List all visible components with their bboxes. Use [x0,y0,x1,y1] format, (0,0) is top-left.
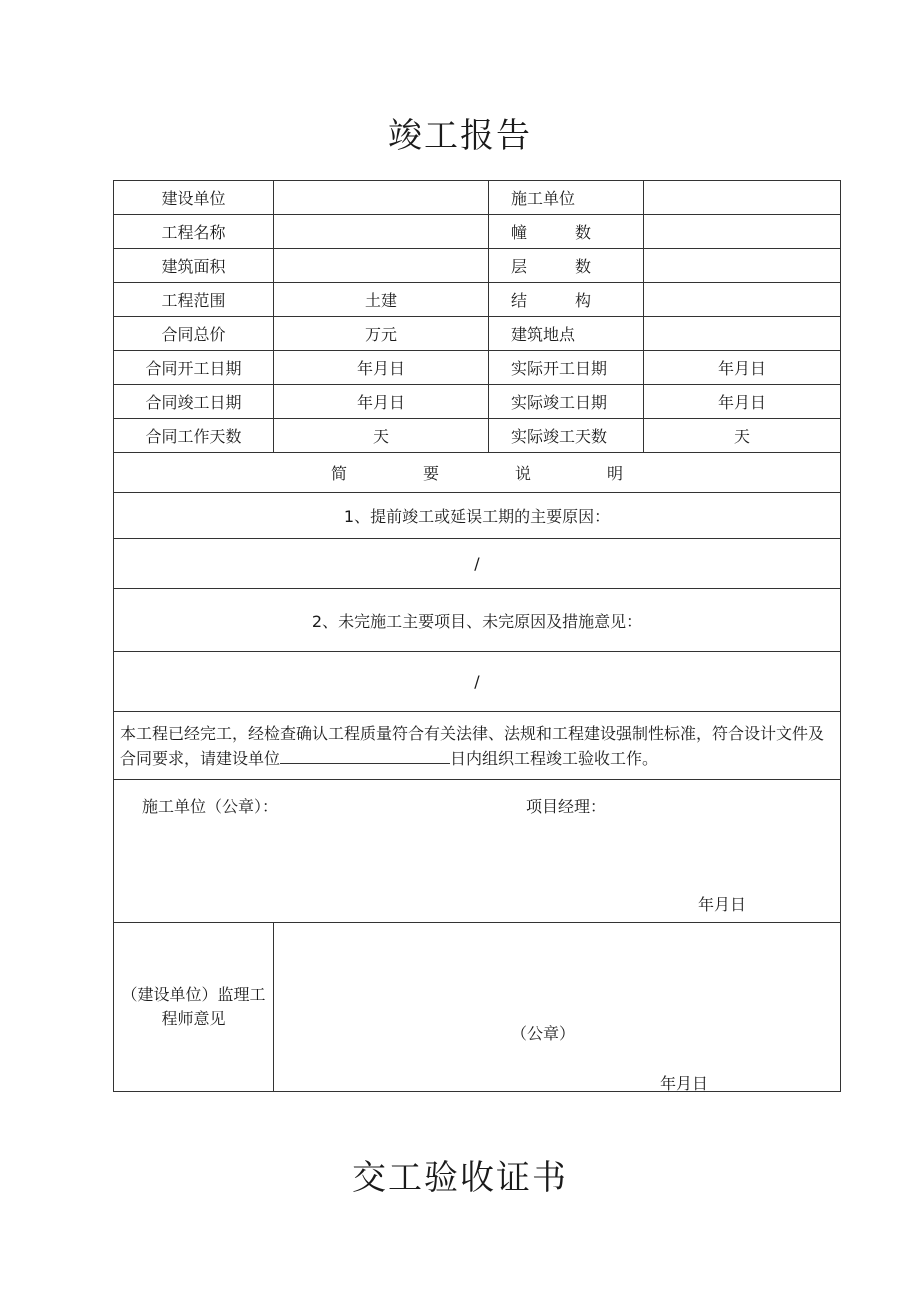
field-value[interactable] [644,215,841,249]
field-label: 合同竣工日期 [114,385,274,419]
info-row [114,181,841,215]
info-row [114,351,841,385]
completion-report-table [113,180,841,1092]
field-value[interactable]: 万元 [274,317,489,351]
field-label: 建筑面积 [114,249,274,283]
field-value[interactable]: 年月日 [274,351,489,385]
field-label: 工程范围 [114,283,274,317]
field-value[interactable]: 天 [274,419,489,453]
field-value[interactable]: 年月日 [644,385,841,419]
info-row [114,249,841,283]
field-value[interactable] [644,317,841,351]
field-label: 合同开工日期 [114,351,274,385]
field-label: 建设单位 [114,181,274,215]
supervisor-label: （建设单位）监理工程师意见 [114,923,274,1092]
field-label: 合同总价 [114,317,274,351]
field-label: 幢 数 [489,215,644,249]
field-value[interactable]: 年月日 [274,385,489,419]
certificate-title: 交工验收证书 [352,1158,568,1198]
field-label: 建筑地点 [489,317,644,351]
days-blank[interactable] [280,747,450,764]
report-title: 竣工报告 [388,116,532,156]
field-label: 实际竣工日期 [489,385,644,419]
field-value[interactable] [644,283,841,317]
project-manager-label: 项目经理： [526,797,607,816]
field-value[interactable]: 天 [644,419,841,453]
field-label: 工程名称 [114,215,274,249]
field-label: 结 构 [489,283,644,317]
field-label: 合同工作天数 [114,419,274,453]
field-value[interactable] [274,181,489,215]
contractor-date: 年月日 [698,895,747,914]
info-row [114,317,841,351]
reason2-label: 2、未完施工主要项目、未完原因及措施意见： [114,589,841,652]
summary-header: 简 要 说 明 [114,453,841,493]
field-label: 实际开工日期 [489,351,644,385]
field-label: 实际竣工天数 [489,419,644,453]
field-value[interactable] [274,215,489,249]
field-value[interactable] [274,249,489,283]
completion-statement: 本工程已经完工，经检查确认工程质量符合有关法律、法规和工程建设强制性标准，符合设计文件及合同要求，请建设单位 日内组织工程竣工验收工作。 [114,712,841,780]
info-row [114,283,841,317]
info-row [114,385,841,419]
supervisor-opinion-area[interactable] [274,923,841,1092]
info-row [114,215,841,249]
field-value[interactable] [644,249,841,283]
field-value[interactable]: 土建 [274,283,489,317]
reason2-value[interactable]: / [114,652,841,712]
field-value[interactable] [644,181,841,215]
reason1-value[interactable]: / [114,539,841,589]
reason1-label: 1、提前竣工或延误工期的主要原因： [114,493,841,539]
supervisor-date: 年月日 [660,1074,709,1092]
info-row [114,419,841,453]
seal-label: （公章） [511,1024,576,1043]
contractor-sign-area [114,780,841,923]
field-label: 施工单位 [489,181,644,215]
contractor-seal-label: 施工单位（公章）： [142,797,279,816]
field-label: 层 数 [489,249,644,283]
field-value[interactable]: 年月日 [644,351,841,385]
